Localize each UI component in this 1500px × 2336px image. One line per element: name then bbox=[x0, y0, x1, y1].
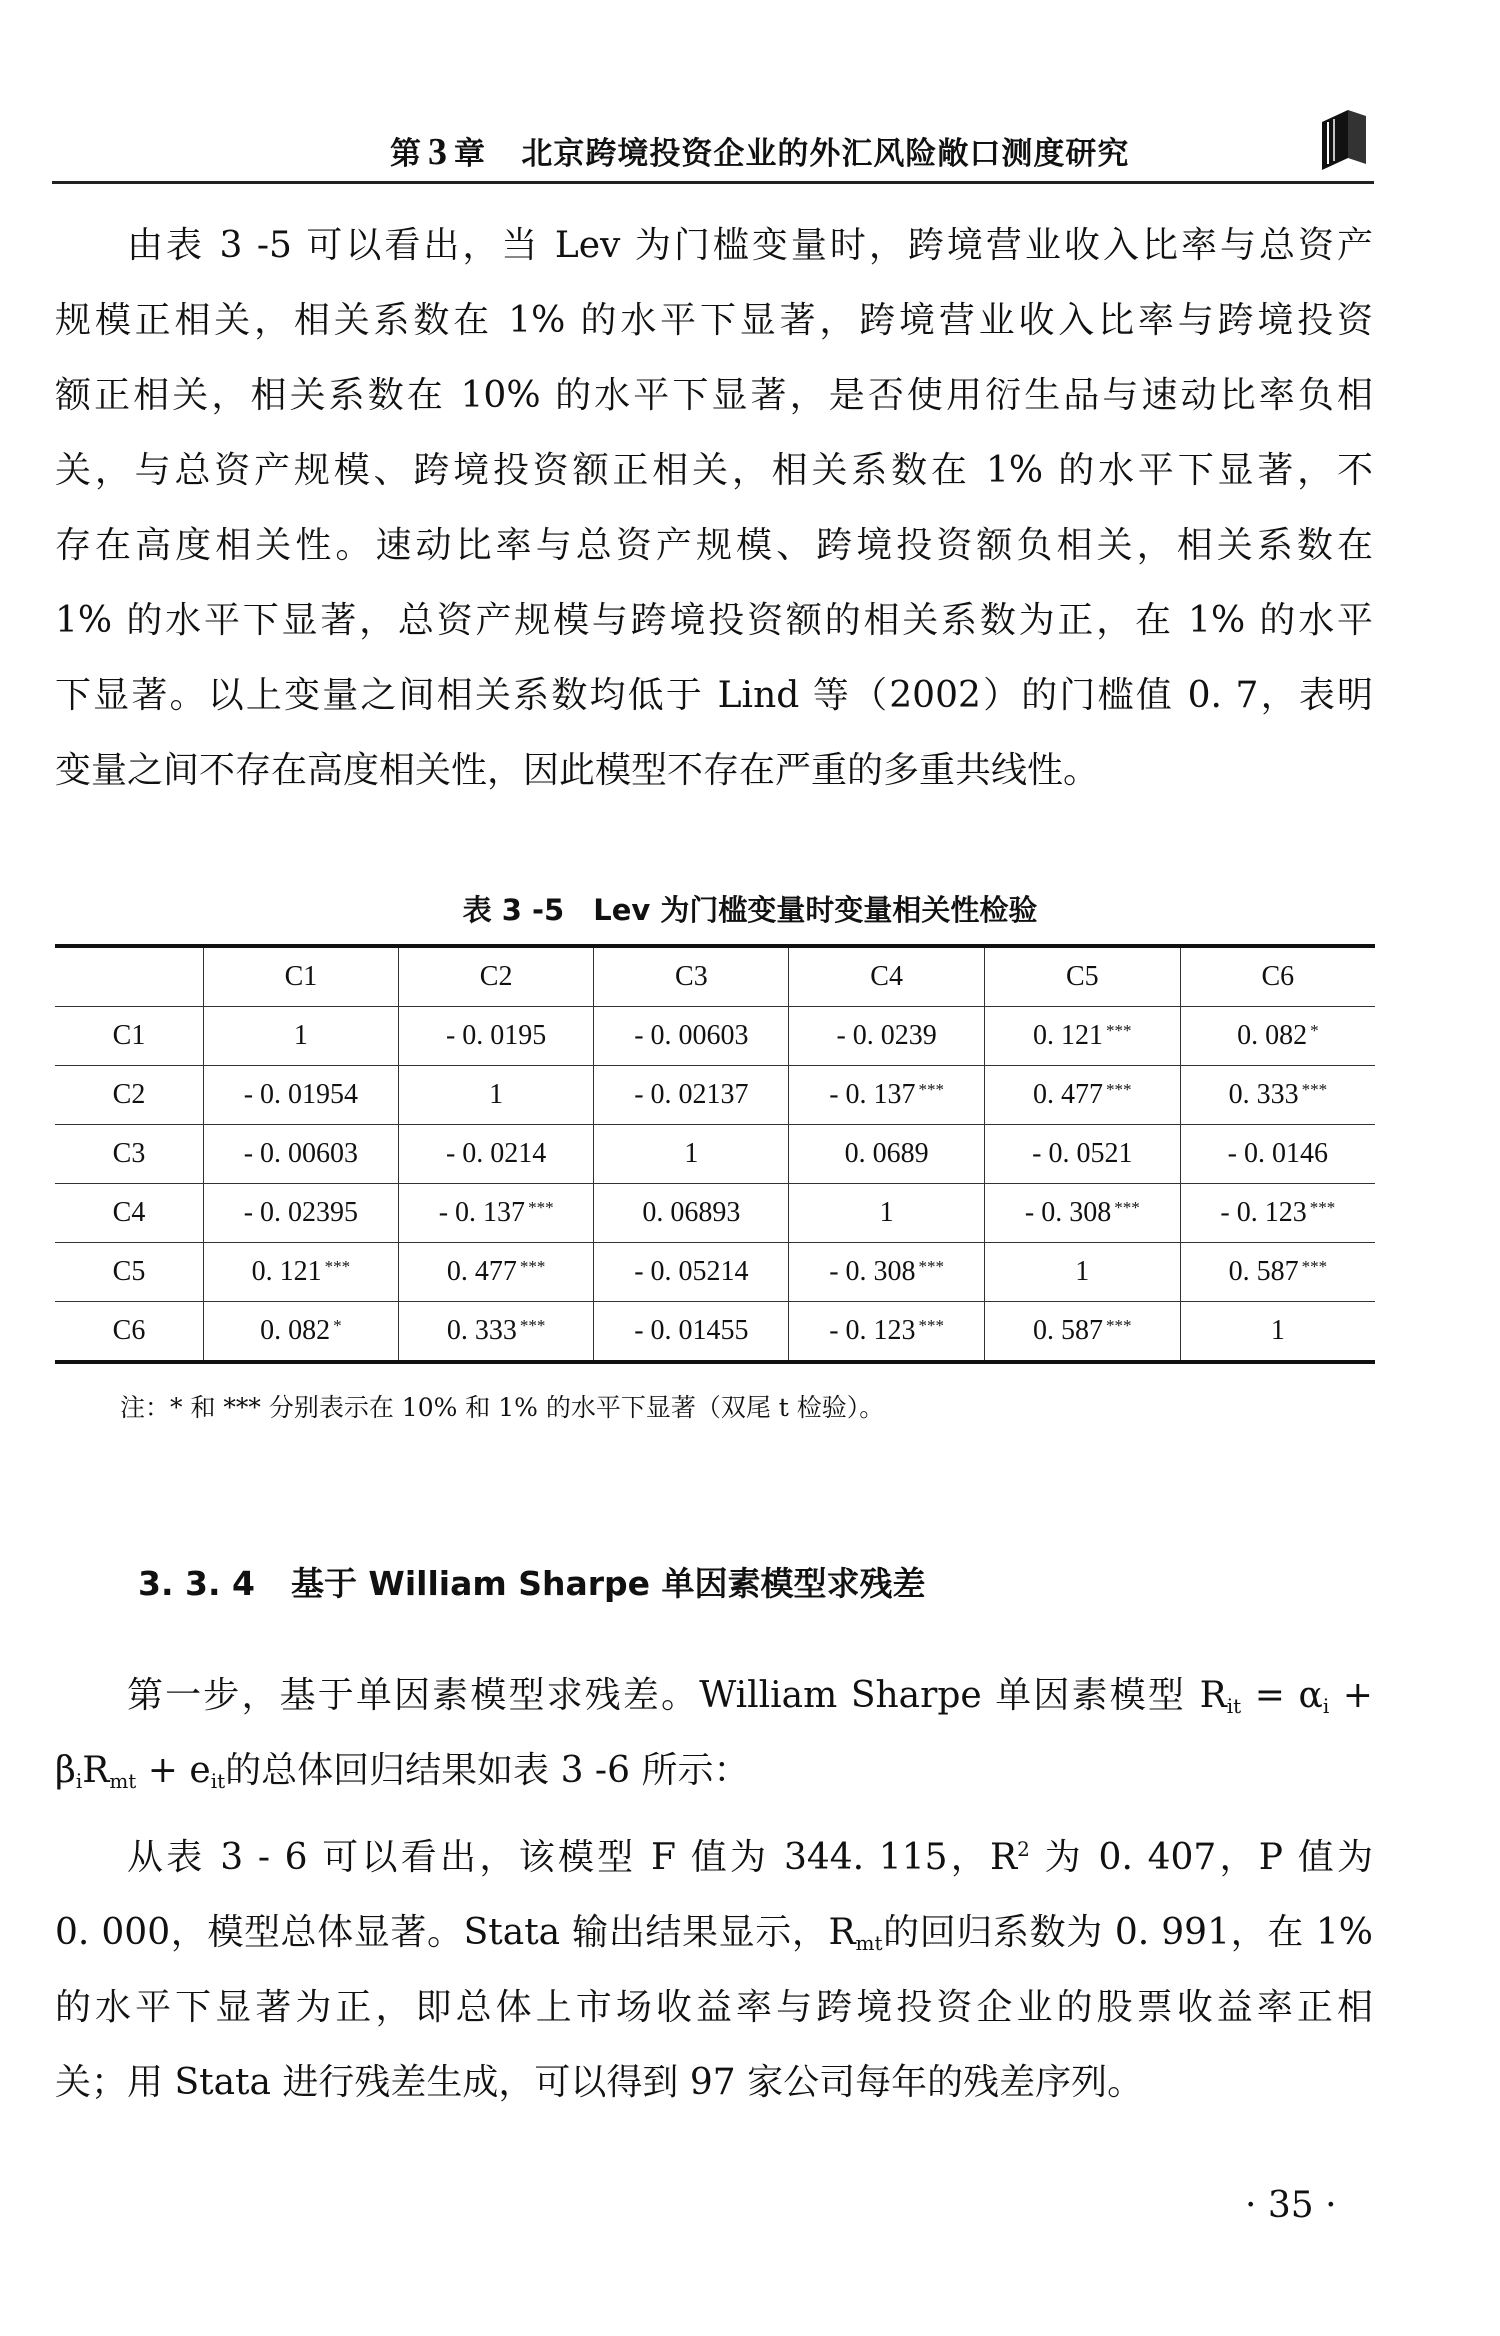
cell-value: - 0. 02395 bbox=[243, 1197, 359, 1228]
row-label: C5 bbox=[55, 1243, 204, 1302]
cell-value: - 0. 05214 bbox=[634, 1256, 749, 1287]
cell-value: - 0. 01455 bbox=[634, 1315, 749, 1346]
cell-value: 0. 082 bbox=[1237, 1020, 1308, 1051]
table-cell bbox=[789, 1125, 985, 1184]
text-line: 的水平下显著为正，即总体上市场收益率与跨境投资企业的股票收益率正相 bbox=[55, 1987, 1373, 2028]
cell-value: 0. 587 bbox=[1228, 1256, 1299, 1287]
significance-stars: *** bbox=[918, 1316, 945, 1335]
table-cell bbox=[594, 1302, 789, 1363]
text-line: 1% 的水平下显著，总资产规模与跨境投资额的相关系数为正，在 1% 的水平 bbox=[55, 600, 1373, 641]
text: R bbox=[82, 1750, 110, 1791]
cell-value: - 0. 0521 bbox=[1032, 1138, 1133, 1169]
paragraph-regression-results bbox=[55, 1820, 1373, 2120]
cell-value: - 0. 308 bbox=[1024, 1197, 1112, 1228]
text-line: 由表 3 -5 可以看出，当 Lev 为门槛变量时，跨境营业收入比率与总资产 bbox=[127, 225, 1373, 266]
subscript: i bbox=[1322, 1694, 1330, 1718]
table-cell bbox=[1180, 1302, 1375, 1363]
cell-value: 0. 587 bbox=[1033, 1315, 1104, 1346]
cell-value: - 0. 0195 bbox=[445, 1020, 547, 1051]
column-header: C4 bbox=[789, 946, 985, 1007]
table-cell bbox=[594, 1125, 789, 1184]
significance-stars: *** bbox=[324, 1257, 351, 1276]
table-cell bbox=[204, 1007, 399, 1066]
chapter-suffix: 章 bbox=[454, 136, 486, 172]
table-cell bbox=[1180, 1125, 1375, 1184]
table-note: 注：* 和 *** 分别表示在 10% 和 1% 的水平下显著（双尾 t 检验）。 bbox=[120, 1393, 885, 1422]
table-cell bbox=[984, 1302, 1180, 1363]
significance-stars: *** bbox=[1106, 1316, 1132, 1335]
subscript: mt bbox=[109, 1769, 137, 1793]
significance-stars: *** bbox=[1114, 1198, 1140, 1217]
text-line bbox=[55, 1820, 1373, 1895]
table-row bbox=[55, 1125, 1375, 1184]
chapter-number: 3 bbox=[428, 131, 448, 173]
column-header: C3 bbox=[594, 946, 789, 1007]
table-cell bbox=[1180, 1243, 1375, 1302]
table-row bbox=[55, 1007, 1375, 1066]
row-label: C3 bbox=[55, 1125, 204, 1184]
table-cell bbox=[984, 1007, 1180, 1066]
significance-stars: *** bbox=[528, 1198, 554, 1217]
cell-value: - 0. 00603 bbox=[243, 1138, 359, 1169]
text-line bbox=[55, 1733, 1373, 1808]
table-cell bbox=[789, 1184, 985, 1243]
table-cell bbox=[594, 1243, 789, 1302]
text: 0. 000，模型总体显著。Stata 输出结果显示，R bbox=[55, 1912, 856, 1953]
table-cell bbox=[984, 1066, 1180, 1125]
correlation-table bbox=[55, 944, 1375, 1364]
paragraph-correlation-analysis bbox=[55, 208, 1373, 808]
cell-value: 0. 333 bbox=[446, 1315, 517, 1346]
superscript: 2 bbox=[1017, 1837, 1030, 1861]
significance-stars: *** bbox=[918, 1080, 945, 1099]
subscript: it bbox=[1226, 1694, 1242, 1718]
cell-value: - 0. 01954 bbox=[243, 1079, 359, 1110]
table-cell bbox=[1180, 1007, 1375, 1066]
column-header: C1 bbox=[204, 946, 399, 1007]
significance-stars: *** bbox=[1301, 1080, 1328, 1099]
cell-value: 0. 06893 bbox=[642, 1197, 741, 1228]
subscript: mt bbox=[855, 1931, 883, 1955]
significance-stars: *** bbox=[519, 1257, 546, 1276]
text: + e bbox=[136, 1750, 211, 1791]
significance-stars: *** bbox=[1106, 1021, 1132, 1040]
table-header-row bbox=[55, 946, 1375, 1007]
table-cell bbox=[594, 1184, 789, 1243]
table-row bbox=[55, 1066, 1375, 1125]
cell-value: 1 bbox=[1075, 1256, 1090, 1287]
cell-value: - 0. 137 bbox=[438, 1197, 526, 1228]
cell-value: 0. 333 bbox=[1228, 1079, 1299, 1110]
cell-value: - 0. 308 bbox=[829, 1256, 916, 1287]
table-cell bbox=[1180, 1184, 1375, 1243]
cell-value: 0. 477 bbox=[446, 1256, 517, 1287]
text-line bbox=[55, 1895, 1373, 1970]
text-line: 关；用 Stata 进行残差生成，可以得到 97 家公司每年的残差序列。 bbox=[55, 2062, 1144, 2103]
text: β bbox=[55, 1750, 76, 1791]
significance-stars: *** bbox=[519, 1316, 546, 1335]
text-line: 额正相关，相关系数在 10% 的水平下显著，是否使用衍生品与速动比率负相 bbox=[55, 375, 1373, 416]
column-header: C6 bbox=[1180, 946, 1375, 1007]
cell-value: 1 bbox=[489, 1079, 504, 1110]
subscript: it bbox=[210, 1769, 226, 1793]
text: 的回归系数为 0. 991，在 1% bbox=[882, 1912, 1373, 1953]
table-cell bbox=[398, 1007, 594, 1066]
table-cell bbox=[789, 1302, 985, 1363]
table-cell bbox=[204, 1302, 399, 1363]
cell-value: - 0. 123 bbox=[1220, 1197, 1307, 1228]
table-title: 表 3 -5 Lev 为门槛变量时变量相关性检验 bbox=[462, 893, 1038, 927]
significance-stars: * bbox=[333, 1316, 342, 1335]
text-line: 规模正相关，相关系数在 1% 的水平下显著，跨境营业收入比率与跨境投资 bbox=[55, 300, 1373, 341]
table-cell bbox=[789, 1066, 985, 1125]
table-cell bbox=[984, 1243, 1180, 1302]
cell-value: - 0. 123 bbox=[829, 1315, 916, 1346]
table-cell bbox=[204, 1243, 399, 1302]
cell-value: - 0. 0239 bbox=[836, 1020, 937, 1051]
cell-value: - 0. 0214 bbox=[445, 1138, 547, 1169]
table-cell bbox=[204, 1066, 399, 1125]
cell-value: 1 bbox=[1270, 1315, 1285, 1346]
text: 为 0. 407，P 值为 bbox=[1029, 1837, 1373, 1878]
significance-stars: *** bbox=[918, 1257, 945, 1276]
text: + bbox=[1329, 1675, 1373, 1716]
cell-value: 0. 082 bbox=[260, 1315, 331, 1346]
significance-stars: *** bbox=[1309, 1198, 1336, 1217]
text: 第一步，基于单因素模型求残差。William Sharpe 单因素模型 R bbox=[127, 1675, 1227, 1716]
table-cell bbox=[204, 1125, 399, 1184]
cell-value: 0. 477 bbox=[1033, 1079, 1104, 1110]
cell-value: 0. 121 bbox=[1033, 1020, 1104, 1051]
table-cell bbox=[398, 1243, 594, 1302]
cell-value: 1 bbox=[684, 1138, 699, 1169]
text-line: 下显著。以上变量之间相关系数均低于 Lind 等（2002）的门槛值 0. 7，表明 bbox=[55, 675, 1373, 716]
table-cell bbox=[789, 1243, 985, 1302]
text-line bbox=[55, 1658, 1373, 1733]
text: 从表 3 - 6 可以看出，该模型 F 值为 344. 115，R bbox=[127, 1837, 1018, 1878]
text-line: 存在高度相关性。速动比率与总资产规模、跨境投资额负相关，相关系数在 bbox=[55, 525, 1373, 566]
table-cell bbox=[984, 1125, 1180, 1184]
page-number: · 35 · bbox=[1245, 2185, 1337, 2226]
section-heading bbox=[138, 1558, 926, 1605]
column-header: C2 bbox=[398, 946, 594, 1007]
column-header bbox=[55, 946, 204, 1007]
table-cell bbox=[984, 1184, 1180, 1243]
row-label: C1 bbox=[55, 1007, 204, 1066]
header-rule bbox=[52, 181, 1374, 184]
cell-value: 0. 0689 bbox=[844, 1138, 929, 1169]
significance-stars: * bbox=[1310, 1021, 1319, 1040]
table-row bbox=[55, 1184, 1375, 1243]
cell-value: - 0. 0146 bbox=[1227, 1138, 1328, 1169]
significance-stars: *** bbox=[1106, 1080, 1132, 1099]
running-header bbox=[390, 128, 1129, 174]
table-cell bbox=[398, 1125, 594, 1184]
cell-value: 0. 121 bbox=[251, 1256, 322, 1287]
table-cell bbox=[594, 1066, 789, 1125]
subscript: i bbox=[75, 1769, 83, 1793]
book-icon bbox=[1318, 108, 1370, 170]
cell-value: 1 bbox=[879, 1197, 894, 1228]
significance-stars: *** bbox=[1301, 1257, 1328, 1276]
chapter-prefix: 第 bbox=[390, 136, 422, 172]
table-cell bbox=[398, 1302, 594, 1363]
cell-value: - 0. 137 bbox=[829, 1079, 916, 1110]
row-label: C2 bbox=[55, 1066, 204, 1125]
table-cell bbox=[204, 1184, 399, 1243]
section-title: 基于 William Sharpe 单因素模型求残差 bbox=[290, 1564, 926, 1603]
paragraph-step-one bbox=[55, 1658, 1373, 1808]
table-cell bbox=[1180, 1066, 1375, 1125]
text-line: 关，与总资产规模、跨境投资额正相关，相关系数在 1% 的水平下显著，不 bbox=[55, 450, 1373, 491]
table-cell bbox=[789, 1007, 985, 1066]
text-line: 变量之间不存在高度相关性，因此模型不存在严重的多重共线性。 bbox=[55, 750, 1100, 791]
row-label: C4 bbox=[55, 1184, 204, 1243]
column-header: C5 bbox=[984, 946, 1180, 1007]
chapter-title: 北京跨境投资企业的外汇风险敞口测度研究 bbox=[521, 136, 1130, 172]
text: 的总体回归结果如表 3 -6 所示： bbox=[225, 1750, 750, 1791]
table-cell bbox=[398, 1066, 594, 1125]
row-label: C6 bbox=[55, 1302, 204, 1363]
table-cell bbox=[594, 1007, 789, 1066]
section-number: 3. 3. 4 bbox=[138, 1564, 255, 1603]
table-cell bbox=[398, 1184, 594, 1243]
text: = α bbox=[1241, 1675, 1323, 1716]
table-row bbox=[55, 1243, 1375, 1302]
cell-value: - 0. 00603 bbox=[634, 1020, 749, 1051]
cell-value: 1 bbox=[293, 1020, 308, 1051]
cell-value: - 0. 02137 bbox=[634, 1079, 749, 1110]
table-row bbox=[55, 1302, 1375, 1363]
